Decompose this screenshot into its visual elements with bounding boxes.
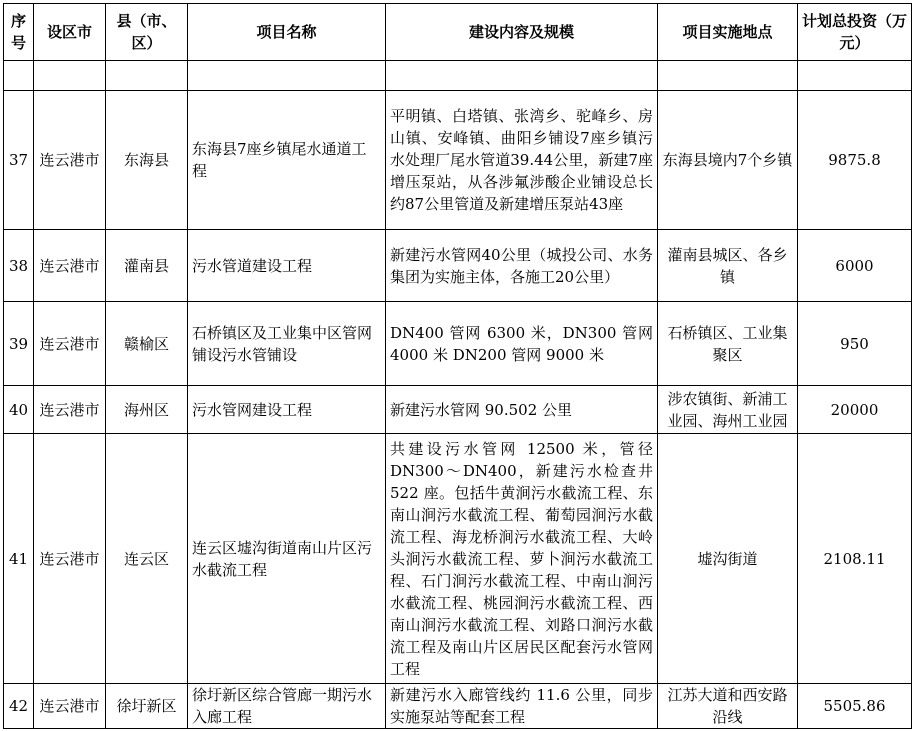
cell-name: 徐圩新区综合管廊一期污水入廊工程 — [188, 684, 386, 729]
cell-investment: 950 — [798, 302, 912, 386]
cell-investment: 2108.11 — [798, 434, 912, 684]
cell-location: 石桥镇区、工业集聚区 — [658, 302, 798, 386]
table-row — [4, 230, 912, 302]
cell-city: 连云港市 — [34, 386, 106, 434]
cell-seq: 39 — [4, 302, 34, 386]
cell-county: 海州区 — [106, 386, 188, 434]
header-row — [4, 4, 912, 61]
header-city: 设区市 — [34, 4, 106, 61]
table-row — [4, 386, 912, 434]
cell-location: 涉农镇街、新浦工业园、海州工业园 — [658, 386, 798, 434]
cell-investment: 20000 — [798, 386, 912, 434]
header-seq: 序号 — [4, 4, 34, 61]
blank-row — [4, 61, 912, 91]
cell-name: 连云区墟沟街道南山片区污水截流工程 — [188, 434, 386, 684]
cell-city: 连云港市 — [34, 230, 106, 302]
cell-location: 墟沟街道 — [658, 434, 798, 684]
cell-seq: 42 — [4, 684, 34, 729]
cell-seq: 40 — [4, 386, 34, 434]
cell-county: 东海县 — [106, 91, 188, 230]
table-row — [4, 302, 912, 386]
cell-content: 新建污水管网40公里（城投公司、水务集团为实施主体，各施工20公里） — [386, 230, 658, 302]
cell-seq: 37 — [4, 91, 34, 230]
cell-investment: 6000 — [798, 230, 912, 302]
cell-content: 新建污水管网 90.502 公里 — [386, 386, 658, 434]
cell-content: DN400 管网 6300 米，DN300 管网 4000 米 DN200 管网 9000 米 — [386, 302, 658, 386]
cell-content: 共建设污水管网 12500 米，管径 DN300～DN400，新建污水检查井 522 座。包括牛黄涧污水截流工程、东南山涧污水截流工程、葡萄园涧污水截流工程、海龙桥涧污水截流工程、大岭头涧污水截流工程、萝卜涧污水截流工程、石门涧污水截流工程、中南山涧污水截流工程、桃园涧污水截流工程、西南山涧污水截流工程、刘路口涧污水截流工程及南山片区居民区配套污水管网工程 — [386, 434, 658, 684]
table-row — [4, 91, 912, 230]
cell-seq: 41 — [4, 434, 34, 684]
table-row — [4, 434, 912, 684]
cell-city: 连云港市 — [34, 91, 106, 230]
cell-county: 连云区 — [106, 434, 188, 684]
header-county: 县（市、区） — [106, 4, 188, 61]
header-content: 建设内容及规模 — [386, 4, 658, 61]
cell-location: 江苏大道和西安路沿线 — [658, 684, 798, 729]
cell-name: 东海县7座乡镇尾水通道工程 — [188, 91, 386, 230]
cell-investment: 9875.8 — [798, 91, 912, 230]
cell-seq: 38 — [4, 230, 34, 302]
cell-county: 赣榆区 — [106, 302, 188, 386]
header-investment: 计划总投资（万元） — [798, 4, 912, 61]
cell-county: 灌南县 — [106, 230, 188, 302]
cell-county: 徐圩新区 — [106, 684, 188, 729]
cell-content: 平明镇、白塔镇、张湾乡、驼峰乡、房山镇、安峰镇、曲阳乡铺设7座乡镇污水处理厂尾水管道39.44公里，新建7座增压泵站，从各涉氟涉酸企业铺设总长约87公里管道及新建增压泵站43座 — [386, 91, 658, 230]
header-name: 项目名称 — [188, 4, 386, 61]
cell-investment: 5505.86 — [798, 684, 912, 729]
cell-name: 污水管网建设工程 — [188, 386, 386, 434]
project-table — [3, 3, 912, 729]
cell-city: 连云港市 — [34, 434, 106, 684]
table-row — [4, 684, 912, 729]
cell-content: 新建污水入廊管线约 11.6 公里，同步实施泵站等配套工程 — [386, 684, 658, 729]
cell-name: 污水管道建设工程 — [188, 230, 386, 302]
cell-location: 东海县境内7个乡镇 — [658, 91, 798, 230]
cell-city: 连云港市 — [34, 302, 106, 386]
cell-location: 灌南县城区、各乡镇 — [658, 230, 798, 302]
cell-name: 石桥镇区及工业集中区管网铺设污水管铺设 — [188, 302, 386, 386]
header-location: 项目实施地点 — [658, 4, 798, 61]
cell-city: 连云港市 — [34, 684, 106, 729]
